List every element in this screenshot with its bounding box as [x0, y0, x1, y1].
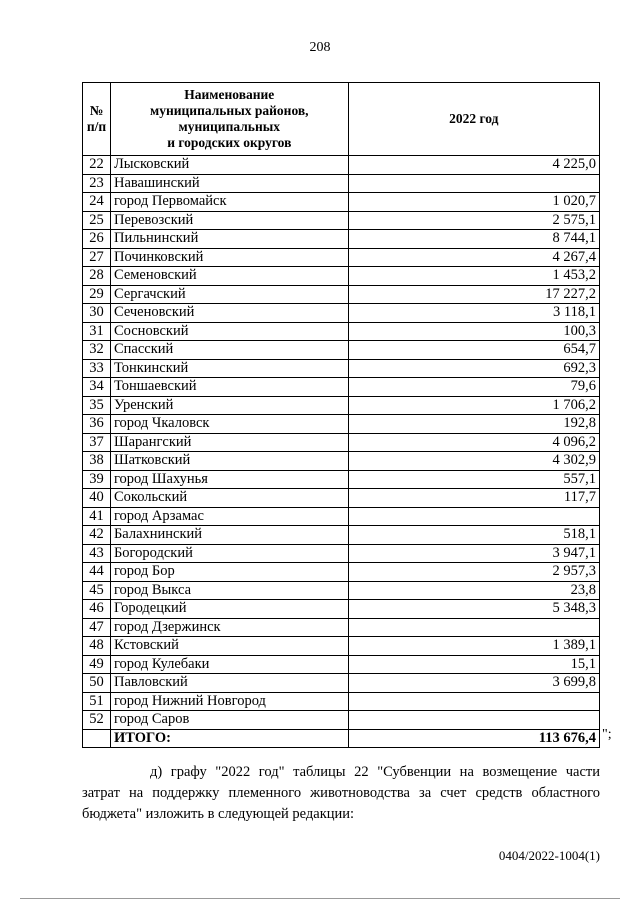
paragraph-rest: затрат на поддержку племенного животноводства за счет средств областного бюджета" изложить в следующей редакции: — [82, 785, 600, 822]
table-row — [83, 470, 600, 489]
table-row — [83, 711, 600, 730]
row-value: 79,6 — [348, 378, 599, 397]
table-row — [83, 655, 600, 674]
row-number: 23 — [83, 174, 111, 193]
municipality-name: город Саров — [110, 711, 348, 730]
row-number: 51 — [83, 692, 111, 711]
row-number: 45 — [83, 581, 111, 600]
row-value: 117,7 — [348, 489, 599, 508]
header-value: 2022 год — [348, 83, 599, 156]
table-row — [83, 211, 600, 230]
amendment-paragraph — [82, 762, 600, 825]
row-value: 3 947,1 — [348, 544, 599, 563]
table-row — [83, 267, 600, 286]
municipality-name: Кстовский — [110, 637, 348, 656]
municipality-name: Семеновский — [110, 267, 348, 286]
row-number: 32 — [83, 341, 111, 360]
table-row — [83, 692, 600, 711]
header-num: № п/п — [83, 83, 111, 156]
municipality-name: Сосновский — [110, 322, 348, 341]
row-number: 35 — [83, 396, 111, 415]
municipality-name: Сергачский — [110, 285, 348, 304]
table-row — [83, 507, 600, 526]
row-value: 8 744,1 — [348, 230, 599, 249]
table-row — [83, 396, 600, 415]
paragraph-line-1: д) графу "2022 год" таблицы 22 "Субвенции на возмещение части — [150, 764, 600, 780]
row-number: 42 — [83, 526, 111, 545]
municipality-name: город Нижний Новгород — [110, 692, 348, 711]
table-row — [83, 674, 600, 693]
total-num-cell — [83, 729, 111, 748]
table-row — [83, 359, 600, 378]
table-header-row — [83, 83, 600, 156]
row-number: 47 — [83, 618, 111, 637]
row-number: 30 — [83, 304, 111, 323]
municipality-name: Починковский — [110, 248, 348, 267]
row-value: 4 267,4 — [348, 248, 599, 267]
row-value — [348, 507, 599, 526]
row-number: 22 — [83, 156, 111, 175]
municipality-name: Шатковский — [110, 452, 348, 471]
municipality-name: Шарангский — [110, 433, 348, 452]
municipality-name: Городецкий — [110, 600, 348, 619]
table-row — [83, 285, 600, 304]
municipality-name: город Чкаловск — [110, 415, 348, 434]
municipality-name: город Первомайск — [110, 193, 348, 212]
row-number: 28 — [83, 267, 111, 286]
row-value: 100,3 — [348, 322, 599, 341]
row-number: 26 — [83, 230, 111, 249]
bottom-divider — [20, 898, 620, 899]
row-value: 2 957,3 — [348, 563, 599, 582]
row-value: 4 302,9 — [348, 452, 599, 471]
table-row — [83, 489, 600, 508]
municipality-name: Сокольский — [110, 489, 348, 508]
municipality-name: Уренский — [110, 396, 348, 415]
municipality-name: Павловский — [110, 674, 348, 693]
page-number: 208 — [309, 40, 331, 55]
municipality-name: Лысковский — [110, 156, 348, 175]
row-value: 557,1 — [348, 470, 599, 489]
row-number: 44 — [83, 563, 111, 582]
row-value: 518,1 — [348, 526, 599, 545]
table-row — [83, 378, 600, 397]
subsidy-table — [82, 82, 600, 748]
row-number: 34 — [83, 378, 111, 397]
municipality-name: Спасский — [110, 341, 348, 360]
municipality-name: город Арзамас — [110, 507, 348, 526]
row-number: 43 — [83, 544, 111, 563]
table-row — [83, 618, 600, 637]
row-number: 46 — [83, 600, 111, 619]
table-row — [83, 193, 600, 212]
row-number: 50 — [83, 674, 111, 693]
row-value — [348, 692, 599, 711]
row-number: 27 — [83, 248, 111, 267]
row-number: 33 — [83, 359, 111, 378]
table-row — [83, 581, 600, 600]
table-row — [83, 304, 600, 323]
municipality-name: город Кулебаки — [110, 655, 348, 674]
row-value: 23,8 — [348, 581, 599, 600]
row-number: 36 — [83, 415, 111, 434]
row-number: 38 — [83, 452, 111, 471]
table-row — [83, 433, 600, 452]
row-value: 15,1 — [348, 655, 599, 674]
row-value: 5 348,3 — [348, 600, 599, 619]
table-row — [83, 637, 600, 656]
row-number: 37 — [83, 433, 111, 452]
row-value — [348, 711, 599, 730]
row-value: 1 020,7 — [348, 193, 599, 212]
row-value: 654,7 — [348, 341, 599, 360]
row-number: 39 — [83, 470, 111, 489]
table-row — [83, 230, 600, 249]
row-number: 29 — [83, 285, 111, 304]
table-body — [83, 156, 600, 730]
row-value: 192,8 — [348, 415, 599, 434]
municipality-name: Богородский — [110, 544, 348, 563]
table-row — [83, 248, 600, 267]
table-closing-quote: "; — [602, 727, 612, 742]
row-value: 1 706,2 — [348, 396, 599, 415]
table-row — [83, 526, 600, 545]
table-row — [83, 322, 600, 341]
table-row — [83, 563, 600, 582]
municipality-name: Перевозский — [110, 211, 348, 230]
table-row — [83, 452, 600, 471]
row-value: 3 699,8 — [348, 674, 599, 693]
row-value: 1 389,1 — [348, 637, 599, 656]
document-code: 0404/2022-1004(1) — [498, 848, 600, 863]
total-row — [83, 729, 600, 748]
total-label: ИТОГО: — [110, 729, 348, 748]
row-number: 31 — [83, 322, 111, 341]
municipality-name: город Шахунья — [110, 470, 348, 489]
row-number: 49 — [83, 655, 111, 674]
table-row — [83, 600, 600, 619]
row-number: 52 — [83, 711, 111, 730]
table-row — [83, 341, 600, 360]
row-number: 25 — [83, 211, 111, 230]
municipality-name: Навашинский — [110, 174, 348, 193]
row-value: 1 453,2 — [348, 267, 599, 286]
row-value: 4 225,0 — [348, 156, 599, 175]
municipality-name: Балахнинский — [110, 526, 348, 545]
municipality-name: Тоншаевский — [110, 378, 348, 397]
row-value: 2 575,1 — [348, 211, 599, 230]
row-number: 41 — [83, 507, 111, 526]
row-value: 3 118,1 — [348, 304, 599, 323]
row-value — [348, 174, 599, 193]
municipality-name: Пильнинский — [110, 230, 348, 249]
row-value — [348, 618, 599, 637]
table-row — [83, 174, 600, 193]
municipality-name: город Дзержинск — [110, 618, 348, 637]
header-name: Наименование муниципальных районов, муниципальных и городских округов — [110, 83, 348, 156]
row-value: 692,3 — [348, 359, 599, 378]
municipality-name: город Бор — [110, 563, 348, 582]
municipality-name: Сеченовский — [110, 304, 348, 323]
row-value: 4 096,2 — [348, 433, 599, 452]
row-number: 40 — [83, 489, 111, 508]
municipality-name: Тонкинский — [110, 359, 348, 378]
row-number: 48 — [83, 637, 111, 656]
row-number: 24 — [83, 193, 111, 212]
table-row — [83, 544, 600, 563]
row-value: 17 227,2 — [348, 285, 599, 304]
table-row — [83, 415, 600, 434]
municipality-name: город Выкса — [110, 581, 348, 600]
total-value: 113 676,4 — [348, 729, 599, 748]
table-row — [83, 156, 600, 175]
